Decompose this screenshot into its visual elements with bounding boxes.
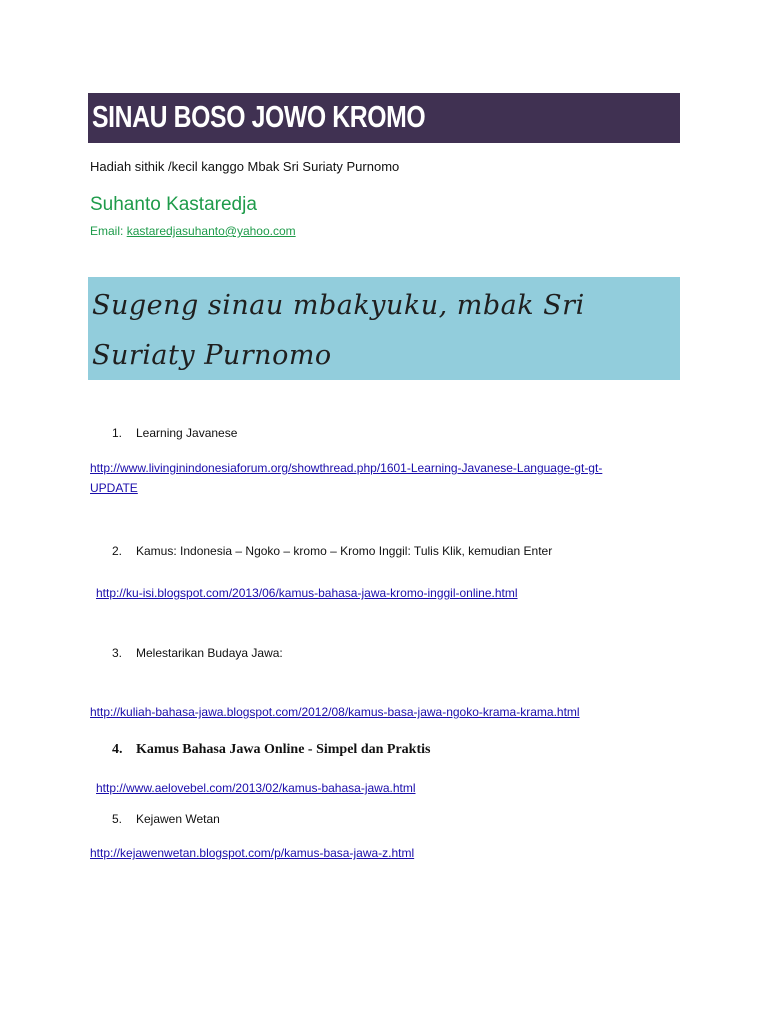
email-label: Email:	[90, 224, 127, 238]
resource-link-1[interactable]: http://www.livinginindonesiaforum.org/showthread.php/1601-Learning-Javanese-Language-gt-gt-UPDATE	[90, 461, 603, 495]
list-label: Kamus: Indonesia – Ngoko – kromo – Kromo Inggil: Tulis Klik, kemudian Enter	[136, 544, 553, 558]
resource-link-4[interactable]: http://www.aelovebel.com/2013/02/kamus-bahasa-jawa.html	[96, 781, 416, 795]
page-title: SINAU BOSO JOWO KROMO	[92, 99, 426, 134]
title-banner	[88, 93, 680, 143]
list-item-3	[112, 645, 283, 661]
email-link[interactable]: kastaredjasuhanto@yahoo.com	[126, 224, 296, 238]
resource-link-5[interactable]: http://kejawenwetan.blogspot.com/p/kamus-basa-jawa-z.html	[90, 846, 415, 860]
list-number: 2.	[112, 544, 123, 558]
list-label: Melestarikan Budaya Jawa:	[136, 646, 283, 660]
list-item-2	[112, 543, 552, 559]
list-label: Learning Javanese	[136, 426, 238, 440]
author-name: Suhanto Kastaredja	[90, 194, 257, 215]
list-number: 4.	[112, 742, 123, 757]
list-label: Kejawen Wetan	[136, 812, 220, 826]
list-item-1	[112, 425, 237, 441]
email-line	[90, 223, 296, 239]
dedication-text: Hadiah sithik /kecil kanggo Mbak Sri Suriaty Purnomo	[90, 159, 400, 174]
list-number: 1.	[112, 426, 123, 440]
resource-link-3[interactable]: http://kuliah-bahasa-jawa.blogspot.com/2012/08/kamus-basa-jawa-ngoko-krama-krama.html	[90, 705, 580, 719]
resource-link-2[interactable]: http://ku-isi.blogspot.com/2013/06/kamus-bahasa-jawa-kromo-inggil-online.html	[96, 586, 518, 600]
list-label: Kamus Bahasa Jawa Online - Simpel dan Praktis	[136, 742, 431, 757]
greeting-banner	[88, 277, 680, 380]
list-item-5	[112, 811, 220, 827]
list-number: 3.	[112, 646, 123, 660]
greeting-text: Sugeng sinau mbakyuku, mbak Sri Suriaty Purnomo	[92, 290, 585, 371]
list-number: 5.	[112, 812, 123, 826]
list-item-4	[112, 742, 430, 758]
